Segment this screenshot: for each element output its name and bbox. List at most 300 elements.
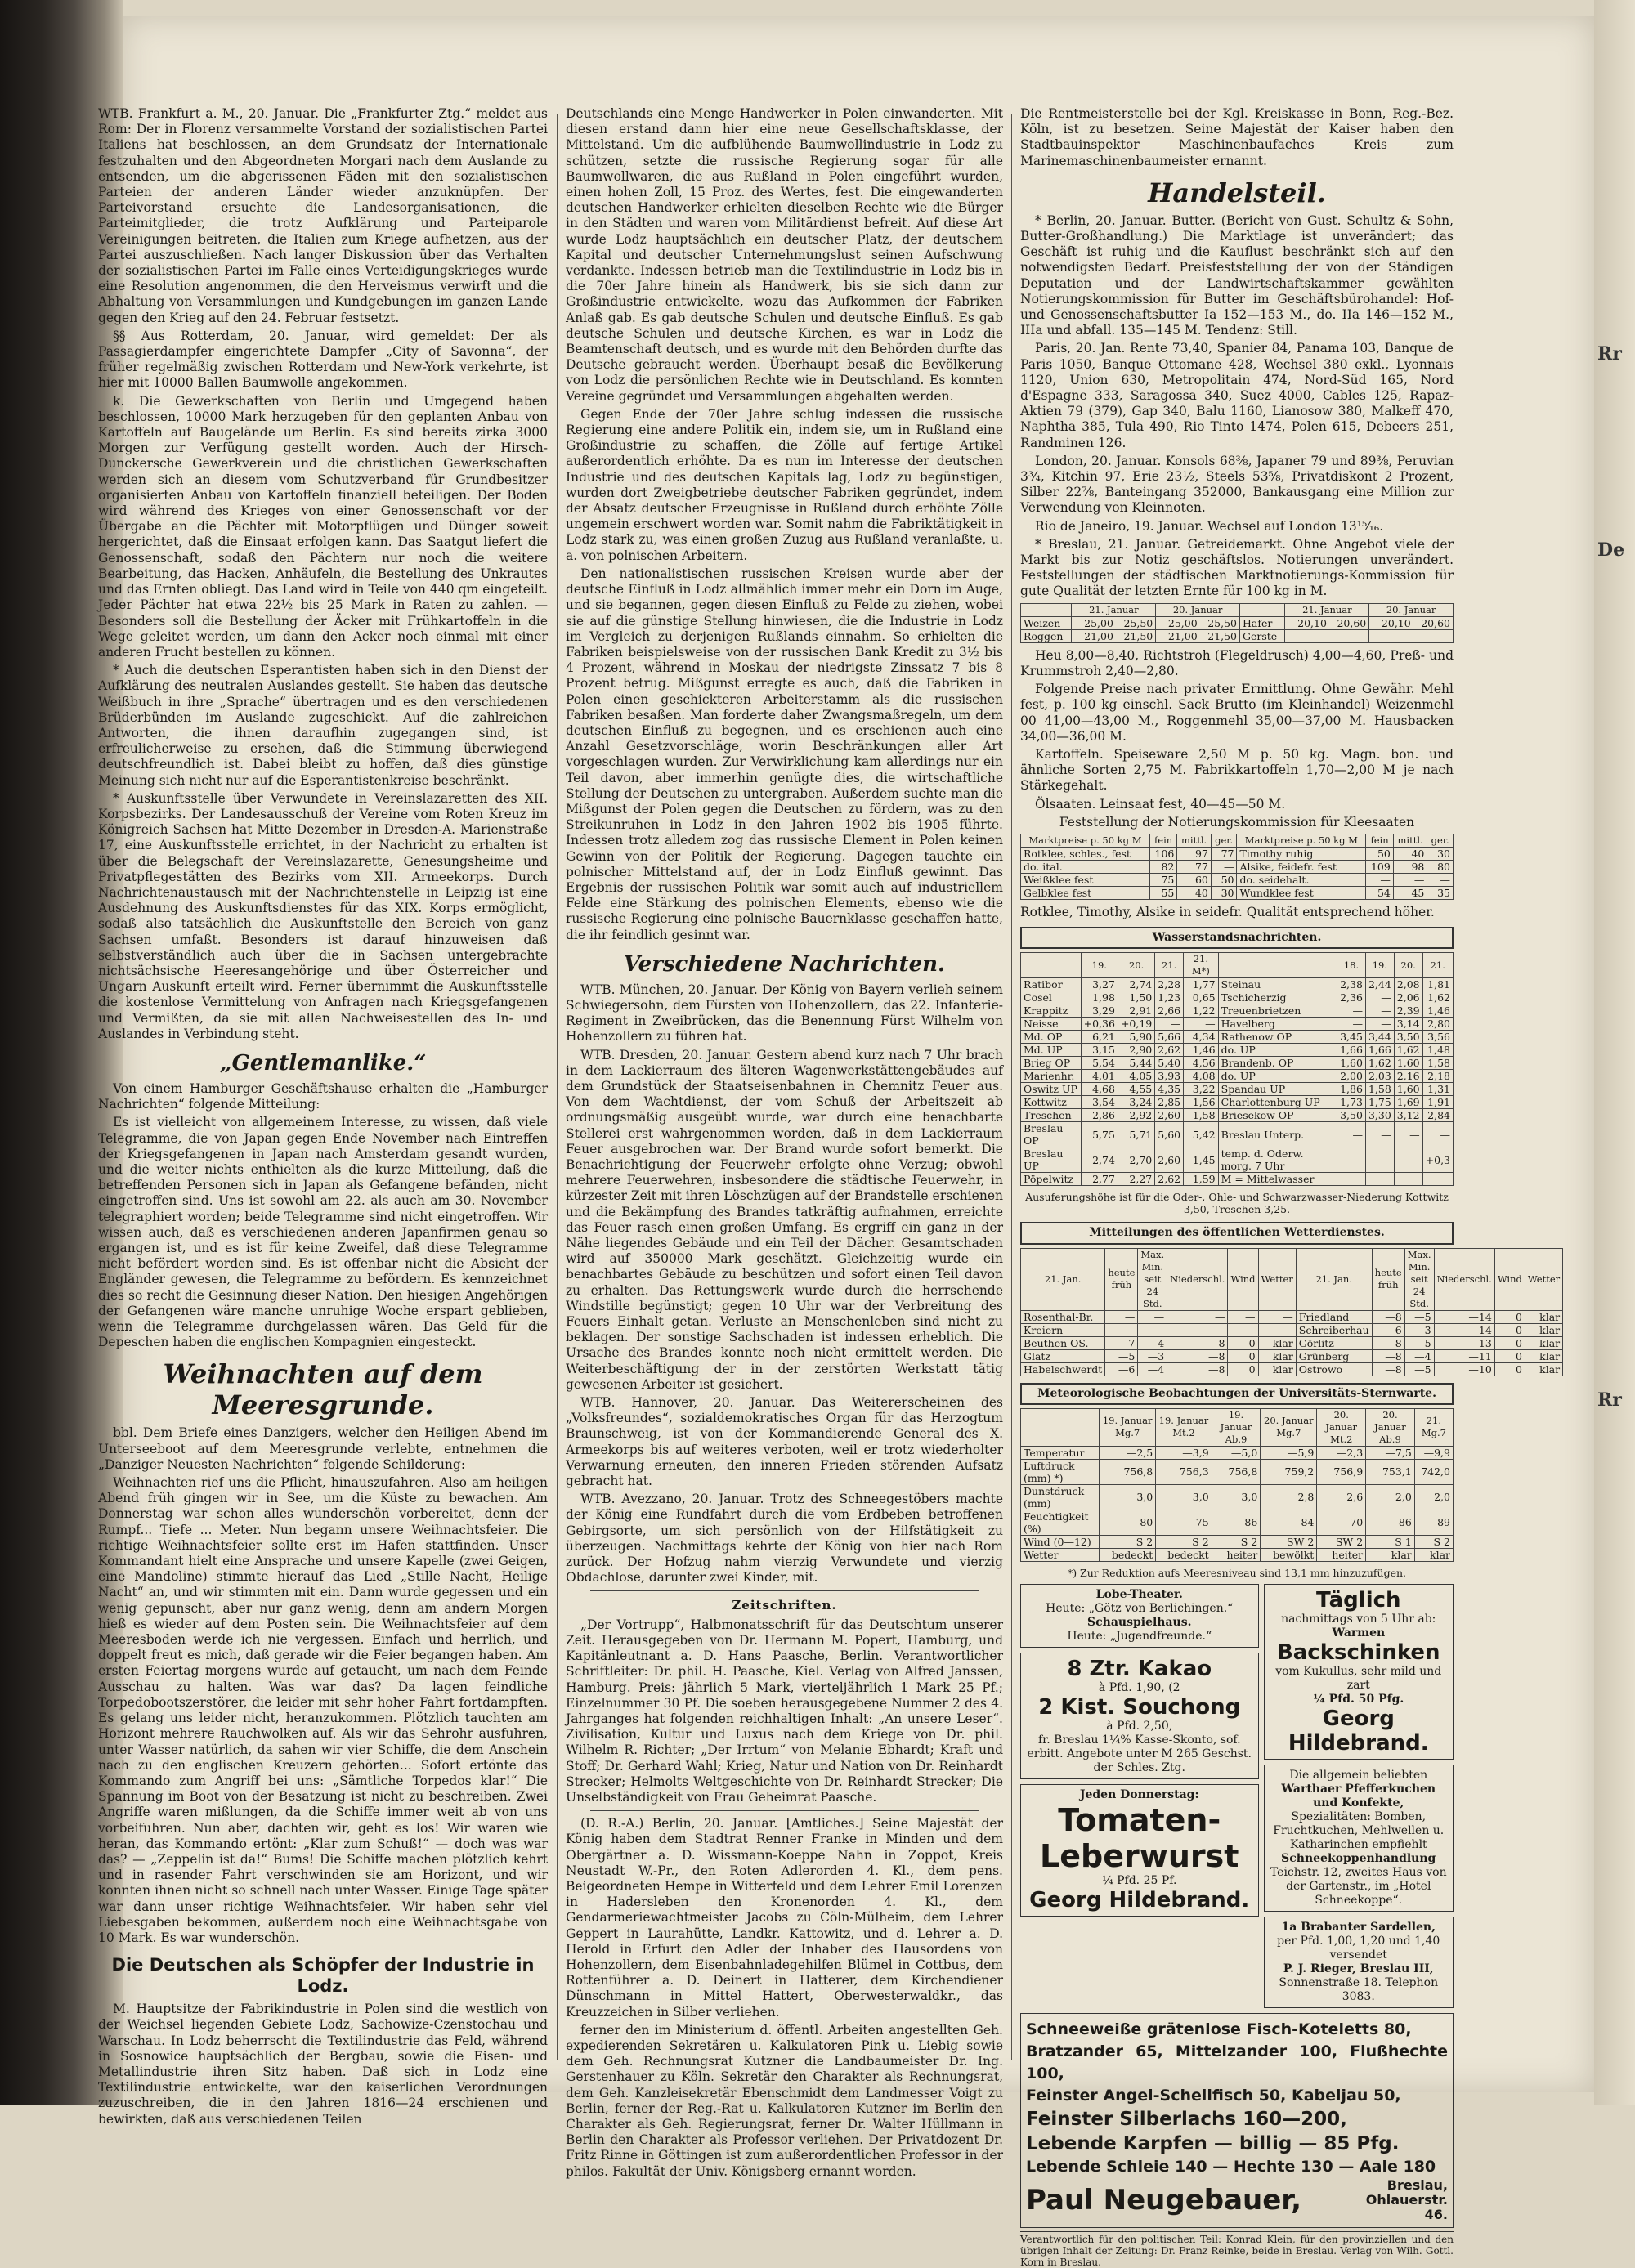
table-cell: SW 2 bbox=[1261, 1535, 1317, 1548]
table-cell: 60 bbox=[1177, 873, 1212, 886]
table-cell: 30 bbox=[1211, 886, 1237, 899]
table-header-cell bbox=[1021, 1408, 1100, 1446]
table-cell: 21,00—21,50 bbox=[1072, 629, 1156, 642]
table-header-cell: 21. bbox=[1422, 953, 1453, 978]
table-cell: —2,5 bbox=[1100, 1446, 1156, 1459]
table-cell: klar bbox=[1525, 1323, 1562, 1336]
table-header-cell: fein bbox=[1366, 834, 1394, 847]
table-header-cell: ger. bbox=[1211, 834, 1237, 847]
table-cell: 40 bbox=[1393, 847, 1427, 860]
ad-line: ¼ Pfd. 50 Pfg. bbox=[1313, 1692, 1404, 1706]
table-cell: 5,54 bbox=[1081, 1057, 1118, 1070]
table-cell: — bbox=[1366, 873, 1394, 886]
table-header-cell bbox=[1021, 953, 1082, 978]
table-cell: Treuenbrietzen bbox=[1218, 1004, 1337, 1018]
table-cell: — bbox=[1167, 1323, 1228, 1336]
table-cell: —5 bbox=[1105, 1349, 1138, 1362]
table-cell: Beuthen OS. bbox=[1021, 1336, 1105, 1349]
table-cell: —9,9 bbox=[1414, 1446, 1453, 1459]
table-cell: Rosenthal-Br. bbox=[1021, 1310, 1105, 1323]
table-row bbox=[1021, 1147, 1454, 1173]
table-header-cell: ger. bbox=[1427, 834, 1454, 847]
sardellen-ad bbox=[1264, 1917, 1454, 2008]
table-cell: —8 bbox=[1372, 1336, 1404, 1349]
advertisements bbox=[1020, 1584, 1454, 2268]
table-header-cell bbox=[1239, 603, 1285, 616]
table-row bbox=[1021, 1484, 1454, 1510]
table-cell: 5,71 bbox=[1118, 1122, 1154, 1147]
column-right bbox=[1020, 106, 1561, 2268]
table-cell: —3 bbox=[1404, 1323, 1434, 1336]
table-cell bbox=[1394, 1173, 1422, 1186]
table-row bbox=[1021, 978, 1454, 991]
table-header-cell: 21. bbox=[1155, 953, 1184, 978]
ad-line: Tomaten- bbox=[1058, 1801, 1221, 1838]
table-cell: — bbox=[1138, 1323, 1167, 1336]
table-cell: 2,91 bbox=[1118, 1004, 1154, 1018]
pfefferkuchen-ad bbox=[1264, 1765, 1454, 1912]
table-cell: klar bbox=[1258, 1336, 1296, 1349]
table-cell: —3 bbox=[1138, 1349, 1167, 1362]
table-header-cell: 19. bbox=[1081, 953, 1118, 978]
table-header-cell bbox=[1218, 953, 1337, 978]
market-report: Heu 8,00—8,40, Richtstroh (Flegeldrusch) 4,00—4,60, Preß- und Krummstroh 2,40—2,80. bbox=[1020, 647, 1454, 678]
table-cell: 3,12 bbox=[1394, 1109, 1422, 1122]
table-cell: heiter bbox=[1212, 1548, 1261, 1561]
ad-line: Warthaer Pfefferkuchen bbox=[1281, 1782, 1436, 1796]
ad-line: Täglich bbox=[1315, 1587, 1401, 1613]
table-cell: bewölkt bbox=[1261, 1548, 1317, 1561]
column-middle bbox=[566, 106, 1003, 2179]
table-cell: 1,77 bbox=[1184, 978, 1219, 991]
table-row bbox=[1021, 1083, 1454, 1096]
table-cell: 2,6 bbox=[1317, 1484, 1366, 1510]
market-report: Feststellung der Notierungskommission für Kleesaaten bbox=[1059, 814, 1415, 830]
table-cell: 1,60 bbox=[1394, 1083, 1422, 1096]
table-header-cell: Niederschl. bbox=[1434, 1248, 1494, 1310]
table-cell: 1,46 bbox=[1184, 1044, 1219, 1057]
table-cell: Breslau UP bbox=[1021, 1147, 1082, 1173]
table-header-cell: 19. Januar Ab.9 bbox=[1212, 1408, 1261, 1446]
table-cell: Treschen bbox=[1021, 1109, 1082, 1122]
ad-line: Lebende Schleie 140 — Hechte 130 — Aale 180 bbox=[1026, 2157, 1436, 2176]
table-cell: +0,36 bbox=[1081, 1018, 1118, 1031]
table-cell: Md. UP bbox=[1021, 1044, 1082, 1057]
table-row bbox=[1021, 1018, 1454, 1031]
table-cell: 2,62 bbox=[1155, 1044, 1184, 1057]
table-cell: 2,08 bbox=[1394, 978, 1422, 991]
table-cell: — bbox=[1155, 1018, 1184, 1031]
table-cell: Md. OP bbox=[1021, 1031, 1082, 1044]
table-cell: 1,58 bbox=[1365, 1083, 1394, 1096]
ad-line: nachmittags von 5 Uhr ab: bbox=[1281, 1612, 1436, 1626]
table-cell: 2,44 bbox=[1365, 978, 1394, 991]
table-cell: 1,66 bbox=[1337, 1044, 1366, 1057]
water-levels-note: Ausuferungshöhe ist für die Oder-, Ohle- und Schwarzwasser-Niederung Kottwitz 3,50, Treschen 3,25. bbox=[1025, 1191, 1449, 1216]
table-cell bbox=[1394, 1147, 1422, 1173]
table-header-cell: Wetter bbox=[1258, 1248, 1296, 1310]
table-cell: 2,03 bbox=[1365, 1070, 1394, 1083]
table-cell: Alsike, feidefr. fest bbox=[1237, 860, 1366, 873]
table-cell: 2,66 bbox=[1155, 1004, 1184, 1018]
table-cell: klar bbox=[1414, 1548, 1453, 1561]
table-cell: —8 bbox=[1372, 1349, 1404, 1362]
table-cell: Rotklee, schles., fest bbox=[1021, 847, 1150, 860]
table-cell: 1,81 bbox=[1422, 978, 1453, 991]
table-cell: +0,19 bbox=[1118, 1018, 1154, 1031]
table-cell: 759,2 bbox=[1261, 1459, 1317, 1484]
table-header-cell: 21. Januar bbox=[1285, 603, 1369, 616]
table-cell: — bbox=[1365, 1018, 1394, 1031]
ad-line: Schneeweiße grätenlose Fisch-Koteletts 80, bbox=[1026, 2020, 1412, 2038]
table-row bbox=[1021, 616, 1454, 629]
table-cell: 2,16 bbox=[1394, 1070, 1422, 1083]
table-header-cell: Wind bbox=[1494, 1248, 1525, 1310]
edge-fragment: Rr bbox=[1597, 1389, 1622, 1411]
table-cell: 1,60 bbox=[1394, 1057, 1422, 1070]
table-cell: do. UP bbox=[1218, 1044, 1337, 1057]
table-cell: S 1 bbox=[1366, 1535, 1415, 1548]
table-cell: 97 bbox=[1177, 847, 1212, 860]
table-cell: 1,62 bbox=[1422, 991, 1453, 1004]
table-row bbox=[1021, 1548, 1454, 1561]
table-cell: 1,91 bbox=[1422, 1096, 1453, 1109]
ad-line: Sonnenstraße 18. Telephon 3083. bbox=[1279, 1975, 1439, 2003]
table-cell: 0 bbox=[1494, 1362, 1525, 1376]
table-cell: 109 bbox=[1366, 860, 1394, 873]
ad-line: Georg Hildebrand. bbox=[1029, 1887, 1250, 1912]
table-cell: do. seidehalt. bbox=[1237, 873, 1366, 886]
table-cell: —5,0 bbox=[1212, 1446, 1261, 1459]
ad-line: 2 Kist. Souchong bbox=[1038, 1694, 1241, 1720]
table-row bbox=[1021, 1459, 1454, 1484]
table-cell: —5 bbox=[1404, 1362, 1434, 1376]
table-cell: 55 bbox=[1149, 886, 1177, 899]
table-cell: Friedland bbox=[1296, 1310, 1372, 1323]
table-cell bbox=[1337, 1173, 1366, 1186]
table-cell: Rathenow OP bbox=[1218, 1031, 1337, 1044]
table-cell: 80 bbox=[1100, 1510, 1156, 1535]
table-row bbox=[1021, 1004, 1454, 1018]
table-cell: 2,84 bbox=[1422, 1109, 1453, 1122]
table-cell: 20,10—20,60 bbox=[1369, 616, 1454, 629]
table-row bbox=[1021, 1349, 1563, 1362]
ad-line: Teichstr. 12, zweites Haus von der Gartenstr., im „Hotel Schneekoppe“. bbox=[1270, 1865, 1447, 1907]
table-cell: heiter bbox=[1317, 1548, 1366, 1561]
table-cell: 1,86 bbox=[1337, 1083, 1366, 1096]
table-cell: 2,62 bbox=[1155, 1173, 1184, 1186]
table-cell: —4 bbox=[1404, 1349, 1434, 1362]
table-cell: Cosel bbox=[1021, 991, 1082, 1004]
table-cell: 1,75 bbox=[1365, 1096, 1394, 1109]
table-cell: Temperatur bbox=[1021, 1446, 1100, 1459]
ad-line: Paul Neugebauer, bbox=[1026, 2183, 1301, 2217]
table-cell: —8 bbox=[1167, 1362, 1228, 1376]
table-cell: SW 2 bbox=[1317, 1535, 1366, 1548]
table-cell: 1,62 bbox=[1365, 1057, 1394, 1070]
table-cell: 1,58 bbox=[1422, 1057, 1453, 1070]
table-cell: S 2 bbox=[1100, 1535, 1156, 1548]
column-rule bbox=[557, 114, 558, 2060]
table-header-cell: heute früh bbox=[1372, 1248, 1404, 1310]
table-cell: 50 bbox=[1366, 847, 1394, 860]
table-cell: Weißklee fest bbox=[1021, 873, 1150, 886]
table-row bbox=[1021, 1070, 1454, 1083]
table-cell: 2,8 bbox=[1261, 1484, 1317, 1510]
table-cell: 2,27 bbox=[1118, 1173, 1154, 1186]
table-cell: do. ital. bbox=[1021, 860, 1150, 873]
table-cell: 3,14 bbox=[1394, 1018, 1422, 1031]
table-cell: 3,44 bbox=[1365, 1031, 1394, 1044]
ad-line: Schauspielhaus. bbox=[1087, 1615, 1192, 1629]
table-cell: Ratibor bbox=[1021, 978, 1082, 991]
market-report: Rotklee, Timothy, Alsike in seidefr. Qualität entsprechend höher. bbox=[1020, 904, 1435, 919]
table-cell: 70 bbox=[1317, 1510, 1366, 1535]
ad-line: Leberwurst bbox=[1040, 1837, 1239, 1874]
ad-line: à Pfd. 1,90, (2 bbox=[1098, 1680, 1180, 1694]
article-paragraph: (D. R.-A.) Berlin, 20. Januar. [Amtliches.] Seine Majestät der König haben dem Stadtrat Renner Franke in Minden und dem Obergärtner a. D. Wissmann-Koeppe Nahn in Zoppot, Kreis Neustadt W.-Pr., den Roten Adlerorden 4. Kl., dem pens. Beigeordneten Hempe in Witterfeld und dem Lehrer Emil Lorenzen in Hadersleben den Kronenorden 4. Kl., dem Gendarmeriewachtmeister Jacobs zu Cöln-Mülheim, dem Lehrer Geppert in Laurahütte, Landkr. Kattowitz, und d. Lehrer a. D. Herold in Erfurt den Adler der Inhaber des Hausordens von Hohenzollern, dem Eisenbahnladegehilfen Blümel in Cottbus, dem Rottenführer a. D. Deinert in Hatterer, dem Kirchendiener Dünschmann in Mittel Hattert, Oberwesterwaldkr., das Kreuzzeichen in Silber verliehen. bbox=[566, 1816, 1003, 2020]
table-cell: Briesekow OP bbox=[1218, 1109, 1337, 1122]
table-cell: 4,56 bbox=[1184, 1057, 1219, 1070]
table-cell: 0 bbox=[1228, 1349, 1258, 1362]
table-row bbox=[1021, 1096, 1454, 1109]
table-header-cell: 21. Jan. bbox=[1296, 1248, 1372, 1310]
table-cell: 0 bbox=[1228, 1362, 1258, 1376]
table-cell: Neisse bbox=[1021, 1018, 1082, 1031]
column-left bbox=[98, 106, 548, 2127]
table-cell: Schreiberhau bbox=[1296, 1323, 1372, 1336]
clover-price-table bbox=[1020, 834, 1454, 900]
table-cell: 2,92 bbox=[1118, 1109, 1154, 1122]
water-levels-table bbox=[1020, 952, 1454, 1186]
table-header-cell: 19. Januar Mt.2 bbox=[1156, 1408, 1212, 1446]
table-cell: 54 bbox=[1366, 886, 1394, 899]
divider bbox=[590, 1590, 979, 1591]
table-cell: 30 bbox=[1427, 847, 1454, 860]
table-cell: — bbox=[1228, 1310, 1258, 1323]
table-cell: — bbox=[1365, 1004, 1394, 1018]
ad-line: Jeden Donnerstag: bbox=[1079, 1787, 1199, 1801]
market-report: * Breslau, 21. Januar. Getreidemarkt. Ohne Angebot viele der Markt bis zur Notiz geschäftslos. Notierungen unverändert. Feststellungen der städtischen Marktnotierungs-Kommission für gute Qualität der letzten Ernte für 100 kg in M. bbox=[1020, 536, 1454, 599]
ad-line: P. J. Rieger, Breslau III, bbox=[1283, 1962, 1434, 1975]
table-cell: — bbox=[1105, 1310, 1138, 1323]
table-cell: 3,93 bbox=[1155, 1070, 1184, 1083]
table-row bbox=[1021, 847, 1454, 860]
table-cell: 40 bbox=[1177, 886, 1212, 899]
section-heading: Verschiedene Nachrichten. bbox=[623, 951, 946, 977]
table-cell: 2,70 bbox=[1118, 1147, 1154, 1173]
table-cell: 2,74 bbox=[1081, 1147, 1118, 1173]
table-header-cell: mittl. bbox=[1393, 834, 1427, 847]
table-cell: bedeckt bbox=[1156, 1548, 1212, 1561]
table-cell: 1,56 bbox=[1184, 1096, 1219, 1109]
table-cell: 98 bbox=[1393, 860, 1427, 873]
table-cell: 86 bbox=[1212, 1510, 1261, 1535]
table-cell: klar bbox=[1525, 1349, 1562, 1362]
table-cell: bedeckt bbox=[1100, 1548, 1156, 1561]
column-rule bbox=[1011, 114, 1012, 2060]
table-cell: Kreiern bbox=[1021, 1323, 1105, 1336]
table-cell: — bbox=[1337, 1004, 1366, 1018]
table-cell: 0 bbox=[1228, 1336, 1258, 1349]
table-cell: 3,24 bbox=[1118, 1096, 1154, 1109]
article-paragraph: Von einem Hamburger Geschäftshause erhalten die „Hamburger Nachrichten“ folgende Mitteilung: bbox=[98, 1080, 548, 1112]
article-paragraph: Es ist vielleicht von allgemeinem Interesse, zu wissen, daß viele Telegramme, die von Japan gegen Ende November nach Eintreffen der Kriegsgefangenen in Japan nach Amsterdam gesandt wurden, und die weiter nichts enthielten als die kurze Mitteilung, daß die betreffenden Personen sich in Japan als Gefangene befänden, nicht eingetroffen sind. Uns ist sowohl am 22. als auch am 30. November telegraphiert worden; beide Telegramme sind nicht eingetroffen. Wir wissen auch, daß es verschiedenen anderen Japanfirmen genau so ergangen ist, und es ist für keine Zweifel, daß diese Telegramme nicht befördert worden sind. Es ist offenbar nicht die Absicht der Engländer gewesen, die Telegramme zu befördern. Es kennzeichnet dies so recht die Gesinnung dieser Nation. Den hiesigen Angehörigen der Gefangenen wäre manche unruhige Woche erspart geblieben, wenn die Telegramme durchgelassen wären. Das Geld für die Depeschen haben die englischen Kompagnien eingesteckt. bbox=[98, 1115, 548, 1350]
ad-line: Schneekoppenhandlung bbox=[1281, 1851, 1436, 1865]
table-cell: — bbox=[1285, 629, 1369, 642]
market-report: London, 20. Januar. Konsols 68⅜, Japaner 79 und 89⅜, Peruvian 3¾, Kitchin 97, Erie 23½, Steels 53⅝, Privatdiskont 2 Prozent, Silber 22⅞, Banteingang 352000, Bankausgang eine Million zur Verwendung von Kleinnoten. bbox=[1020, 453, 1454, 516]
table-cell: 756,3 bbox=[1156, 1459, 1212, 1484]
table-cell: 1,23 bbox=[1155, 991, 1184, 1004]
imprint: Verantwortlich für den politischen Teil: Konrad Klein, für den provinziellen und den übrigen Inhalt der Zeitung: Dr. Franz Reinke, beide in Breslau. Verlag von Wilh. Gottl. Korn in Breslau. bbox=[1020, 2231, 1454, 2268]
table-cell: Marienhr. bbox=[1021, 1070, 1082, 1083]
table-row bbox=[1021, 1362, 1563, 1376]
ad-line: 1a Brabanter Sardellen, bbox=[1281, 1920, 1436, 1934]
table-row bbox=[1021, 1031, 1454, 1044]
table-cell: 2,86 bbox=[1081, 1109, 1118, 1122]
table-cell: —14 bbox=[1434, 1310, 1494, 1323]
table-cell: 5,90 bbox=[1118, 1031, 1154, 1044]
article-paragraph: WTB. Avezzano, 20. Januar. Trotz des Schneegestöbers machte der König eine Rundfahrt durch die vom Erdbeben betroffenen Gebirgsorte, um sich persönlich von der Hilfstätigkeit zu überzeugen. Nachmittags kehrte der König von hier nach Rom zurück. Der Hofzug nahm vierzig Verwundete und vierzig Obdachlose, darunter zwei Kinder, mit. bbox=[566, 1492, 1003, 1586]
table-header-cell: 21. Mg.7 bbox=[1414, 1408, 1453, 1446]
table-header-cell: Niederschl. bbox=[1167, 1248, 1228, 1310]
table-cell: 5,66 bbox=[1155, 1031, 1184, 1044]
table-cell: 5,60 bbox=[1155, 1122, 1184, 1147]
table-header-cell: 20. bbox=[1118, 953, 1154, 978]
table-header-cell: Max. Min. seit 24 Std. bbox=[1138, 1248, 1167, 1310]
ad-line: 8 Ztr. Kakao bbox=[1067, 1656, 1212, 1681]
table-cell: — bbox=[1138, 1310, 1167, 1323]
table-row bbox=[1021, 1173, 1454, 1186]
table-cell: — bbox=[1184, 1018, 1219, 1031]
article-paragraph: Gegen Ende der 70er Jahre schlug indessen die russische Regierung eine andere Politik ein, indem sie, um in Rußland eine Großindustrie zu schaffen, die Zölle auf fertige Artikel außerordentlich erhöhte. Da es nun im Interesse der deutschen Industrie und des deutschen Kapitals lag, Lodz zu begünstigen, wurden dort Zweigbetriebe deutscher Fabriken gegründet, indem der Absatz deutscher Erzeugnisse in Rußland durch erhöhte Zölle ungemein erschwert worden war. Somit nahm die Fabriktätigkeit in Lodz stark zu, was einen großen Zuzug aus Rußland veranlaßte, u. a. von polnischen Arbeitern. bbox=[566, 406, 1003, 563]
table-cell: 2,00 bbox=[1337, 1070, 1366, 1083]
table-cell bbox=[1365, 1147, 1394, 1173]
table-cell: 4,68 bbox=[1081, 1083, 1118, 1096]
table-cell: —8 bbox=[1167, 1349, 1228, 1362]
table-header-cell: Max. Min. seit 24 Std. bbox=[1404, 1248, 1434, 1310]
table-cell: Wetter bbox=[1021, 1548, 1100, 1561]
table-cell: Glatz bbox=[1021, 1349, 1105, 1362]
table-cell: 2,80 bbox=[1422, 1018, 1453, 1031]
table-header-cell: 20. bbox=[1394, 953, 1422, 978]
article-paragraph: M. Hauptsitze der Fabrikindustrie in Polen sind die westlich von der Weichsel liegenden Gebiete Lodz, Sachowize-Czenstochau und Warschau. In Lodz beherrscht die Textilindustrie das Feld, während in Sosnowice hauptsächlich der Bergbau, sowie die Eisen- und Metallindustrie ihren Sitz haben. Daß sich in Lodz eine Textilindustrie entwickelte, war den kaiserlichen Verordnungen zuzuschreiben, die in den Jahren 1816—24 erschienen und bewirkten, daß aus verschiedenen Teilen bbox=[98, 2002, 548, 2127]
table-cell: — bbox=[1427, 873, 1454, 886]
table-cell: 2,60 bbox=[1155, 1109, 1184, 1122]
backschinken-ad bbox=[1264, 1584, 1454, 1760]
ad-line: vom Kukullus, sehr mild und zart bbox=[1275, 1664, 1442, 1692]
table-cell: Wundklee fest bbox=[1237, 886, 1366, 899]
table-cell: 4,34 bbox=[1184, 1031, 1219, 1044]
market-report: Kartoffeln. Speiseware 2,50 M p. 50 kg. Magn. bon. und ähnliche Sorten 2,75 M. Fabrikkartoffeln 1,70—2,00 M je nach Stärkegehalt. bbox=[1020, 746, 1454, 794]
section-heading: Weihnachten auf dem Meeresgrunde. bbox=[163, 1358, 483, 1421]
theater-ad bbox=[1020, 1584, 1259, 1648]
meteo-table bbox=[1020, 1408, 1454, 1562]
table-header-cell: Wind bbox=[1228, 1248, 1258, 1310]
table-cell: 2,77 bbox=[1081, 1173, 1118, 1186]
table-row bbox=[1021, 629, 1454, 642]
table-cell: S 2 bbox=[1414, 1535, 1453, 1548]
article-paragraph: Den nationalistischen russischen Kreisen wurde aber der deutsche Einfluß in Lodz allmählich immer mehr ein Dorn im Auge, und sie begannen, gegen diesen Einfluß zu Felde zu ziehen, wobei sie auf die günstige Stellung hinwiesen, die die Industrie in Lodz im Vergleich zu derjenigen Rußlands einnahm. So erhielten die Fabriken beispielsweise von der russischen Bank Kredit zu 3½ bis 4 Prozent, während in Moskau der niedrigste Zinssatz 7 bis 8 Prozent betrug. Mißgunst erregte es auch, daß die Fabriken in Polen einen geschickteren Arbeiterstamm als die russischen Fabriken besaßen. Man forderte daher Zwangsmaßregeln, um dem deutschen Einfluß zu begegnen, und es erschienen auch eine Anzahl Gesetzvorschläge, worin Beschränkungen aller Art vorgeschlagen wurden. Zur Verwirklichung kam allerdings nur ein Teil davon, aber immerhin genügte dies, die wirtschaftliche Stellung der Deutschen zu untergraben. Außerdem suchte man die Mißgunst der Polen gegen die Deutschen zu fördern, was zu den Streikunruhen in Lodz in den Jahren 1902 bis 1905 führte. Indessen trotz alledem zog das russische Element in Polen keinen Gewinn von der Politik der Regierung. Dagegen tauchte ein polnischer Mittelstand auf, der in Lodz Einfluß gewinnt. Das Ergebnis der russischen Politik war somit auch auf industriellem Felde eine Stärkung des polnischen Elements, ebenso wie die russische Regierung eine polnische Bauernklasse geschaffen hatte, die ihr feindlich gesinnt war. bbox=[566, 566, 1003, 942]
table-cell: 0 bbox=[1494, 1323, 1525, 1336]
table-cell: 84 bbox=[1261, 1510, 1317, 1535]
table-cell: —6 bbox=[1105, 1362, 1138, 1376]
ad-line: Feinster Angel-Schellfisch 50, Kabeljau 50, bbox=[1026, 2086, 1401, 2105]
table-cell: 6,21 bbox=[1081, 1031, 1118, 1044]
table-header-cell: 18. bbox=[1337, 953, 1366, 978]
table-cell: Krappitz bbox=[1021, 1004, 1082, 1018]
table-cell: — bbox=[1393, 873, 1427, 886]
cocoa-ad bbox=[1020, 1653, 1259, 1779]
table-cell: 2,38 bbox=[1337, 978, 1366, 991]
table-cell: 2,18 bbox=[1422, 1070, 1453, 1083]
table-cell: —5,9 bbox=[1261, 1446, 1317, 1459]
article-paragraph: k. Die Gewerkschaften von Berlin und Umgegend haben beschlossen, 10000 Mark herzugeben für den geplanten Anbau von Kartoffeln auf Baugelände um Berlin. Es sind bereits zirka 3000 Morgen zur Verfügung gestellt worden. Auch der Hirsch-Dunckersche Gewerkverein und die christlichen Gewerkschaften werden sich an diesem vom Schutzverband für Grundbesitzer organisierten Anbau von Kartoffeln finanziell beteiligen. Der Boden wird während des Krieges von einer Genossenschaft vor der Übergabe an die Pächter mit Motorpflügen und Dünger soweit hergerichtet, daß die Einsaat erfolgen kann. Das Saatgut liefert die Genossenschaft, sodaß den Pächtern nur noch die weitere Bearbeitung, das Hacken, Anhäufeln, die Bestellung des Unkrautes und das Ernten obliegt. Das Land wird in Teile von 440 qm eingeteilt. Jeder Pächter hat etwa 22½ bis 25 Mark in Raten zu zahlen. — Besonders soll die Bestellung der Äcker mit Frühkartoffeln in die Wege geleitet werden, um dann den Acker noch einmal mit einer anderen Frucht bestellen zu können. bbox=[98, 393, 548, 660]
table-header-cell: 21. M*) bbox=[1184, 953, 1219, 978]
divider bbox=[590, 1810, 979, 1811]
table-cell: —3,9 bbox=[1156, 1446, 1212, 1459]
table-cell: Brieg OP bbox=[1021, 1057, 1082, 1070]
article-paragraph: WTB. Dresden, 20. Januar. Gestern abend kurz nach 7 Uhr brach in dem Lackierraum des älteren Wagenwerkstättengebäudes auf dem Grundstück der Staatseisenbahnen in Chemnitz Feuer aus. Von dem Wachtdienst, der vom Schuß der Arbeitszeit ab ordnungsmäßig ausgeübt wurde, war durch eine benachbarte Stellerei erst wahrgenommen worden, daß in dem Lackierraum Feuer ausgebrochen war. Der Brand wurde sofort bemerkt. Die Benachrichtigung der Feuerwehr erfolgte ohne Verzug; obwohl mehrere Feuerwehren, insbesondere die städtische Feuerwehr, in kürzester Zeit mit ihren Löschzügen auf der Brandstelle erschienen und die Bekämpfung des Brandes tatkräftig aufnahmen, erreichte das Feuer rasch einen großen Umfang. Es ergriff ein ganz in der Nähe liegendes Gebäude und ein Teil der Dächer. Gesamtschaden wird auf 350000 Mark geschätzt. Gleichzeitig wurde ein benachbartes Gebäude zu beschützen und sofort einen Teil davon zu erhalten. Das Rettungswerk wurde durch die herrschende Windstille begünstigt; gegen 10 Uhr war der Verbreitung des Feuers Einhalt getan. Verluste an Menschenleben sind nicht zu beklagen. Der sonstige Sachschaden ist indessen erheblich. Die Ursache des Brandes konnte noch nicht ermittelt werden. Die Weiterbeschäftigung der in der zerstörten Werkstatt tätig gewesenen Arbeiter ist gesichert. bbox=[566, 1047, 1003, 1392]
table-cell: Grünberg bbox=[1296, 1349, 1372, 1362]
table-cell: 20,10—20,60 bbox=[1285, 616, 1369, 629]
article-paragraph: §§ Aus Rotterdam, 20. Januar, wird gemeldet: Der als Passagierdampfer eingerichtete Dampfer „City of Savonna“, der früher regelmäßig zwischen Rotterdam und New-York verkehrte, ist hier mit 10000 Ballen Baumwolle angekommen. bbox=[98, 328, 548, 391]
table-header-cell: mittl. bbox=[1177, 834, 1212, 847]
table-cell: — bbox=[1258, 1323, 1296, 1336]
table-cell: — bbox=[1228, 1323, 1258, 1336]
table-header-cell: 19. bbox=[1365, 953, 1394, 978]
table-cell: 5,75 bbox=[1081, 1122, 1118, 1147]
table-cell: 45 bbox=[1393, 886, 1427, 899]
table-header-cell: Wetter bbox=[1525, 1248, 1562, 1310]
table-cell bbox=[1422, 1173, 1453, 1186]
table-header-cell: 21. Jan. bbox=[1021, 1248, 1105, 1310]
fish-ad bbox=[1020, 2013, 1454, 2228]
table-cell: 3,56 bbox=[1422, 1031, 1453, 1044]
ad-line: Heute: „Jugendfreunde.“ bbox=[1067, 1629, 1212, 1643]
table-header-cell bbox=[1021, 603, 1072, 616]
table-cell: 2,39 bbox=[1394, 1004, 1422, 1018]
table-cell: 2,06 bbox=[1394, 991, 1422, 1004]
market-report: Rio de Janeiro, 19. Januar. Wechsel auf London 13¹⁵⁄₁₆. bbox=[1035, 518, 1384, 534]
table-cell: 0,65 bbox=[1184, 991, 1219, 1004]
table-cell: 1,69 bbox=[1394, 1096, 1422, 1109]
market-report: Ölsaaten. Leinsaat fest, 40—45—50 M. bbox=[1035, 796, 1286, 812]
table-row bbox=[1021, 873, 1454, 886]
table-cell bbox=[1365, 1173, 1394, 1186]
table-cell: 3,50 bbox=[1337, 1109, 1366, 1122]
table-cell: Breslau OP bbox=[1021, 1122, 1082, 1147]
ad-line: Heute: „Götz von Berlichingen.“ bbox=[1046, 1601, 1234, 1615]
table-cell: —8 bbox=[1372, 1310, 1404, 1323]
table-row bbox=[1021, 1446, 1454, 1459]
table-cell: +0,3 bbox=[1422, 1147, 1453, 1173]
table-header-cell: 20. Januar Mg.7 bbox=[1261, 1408, 1317, 1446]
section-heading: Die Deutschen als Schöpfer der Industrie in Lodz. bbox=[111, 1955, 535, 1997]
leberwurst-ad bbox=[1020, 1784, 1259, 1917]
table-cell: — bbox=[1365, 991, 1394, 1004]
table-cell: Roggen bbox=[1021, 629, 1072, 642]
ad-line: Lobe-Theater. bbox=[1095, 1587, 1183, 1601]
adjacent-page-edge bbox=[1594, 0, 1635, 2105]
table-cell: —13 bbox=[1434, 1336, 1494, 1349]
ad-line: Backschinken bbox=[1276, 1639, 1440, 1665]
ad-line: Spezialitäten: Bomben, Fruchtkuchen, Mehlwellen u. Katharinchen empfiehlt bbox=[1273, 1809, 1445, 1851]
article-paragraph: WTB. Hannover, 20. Januar. Das Weitererscheinen des „Volksfreundes“, sozialdemokratisches Organ für das Herzogtum Braunschweig, ist von der Kommandierende General des X. Armeekorps bis auf weiteres verboten, weil er trotz wiederholter Verwarnung erneuten, den inneren Frieden störenden Aufsatz gebracht hat. bbox=[566, 1395, 1003, 1489]
table-cell: 5,40 bbox=[1155, 1057, 1184, 1070]
table-cell: —7 bbox=[1105, 1336, 1138, 1349]
table-cell: —10 bbox=[1434, 1362, 1494, 1376]
